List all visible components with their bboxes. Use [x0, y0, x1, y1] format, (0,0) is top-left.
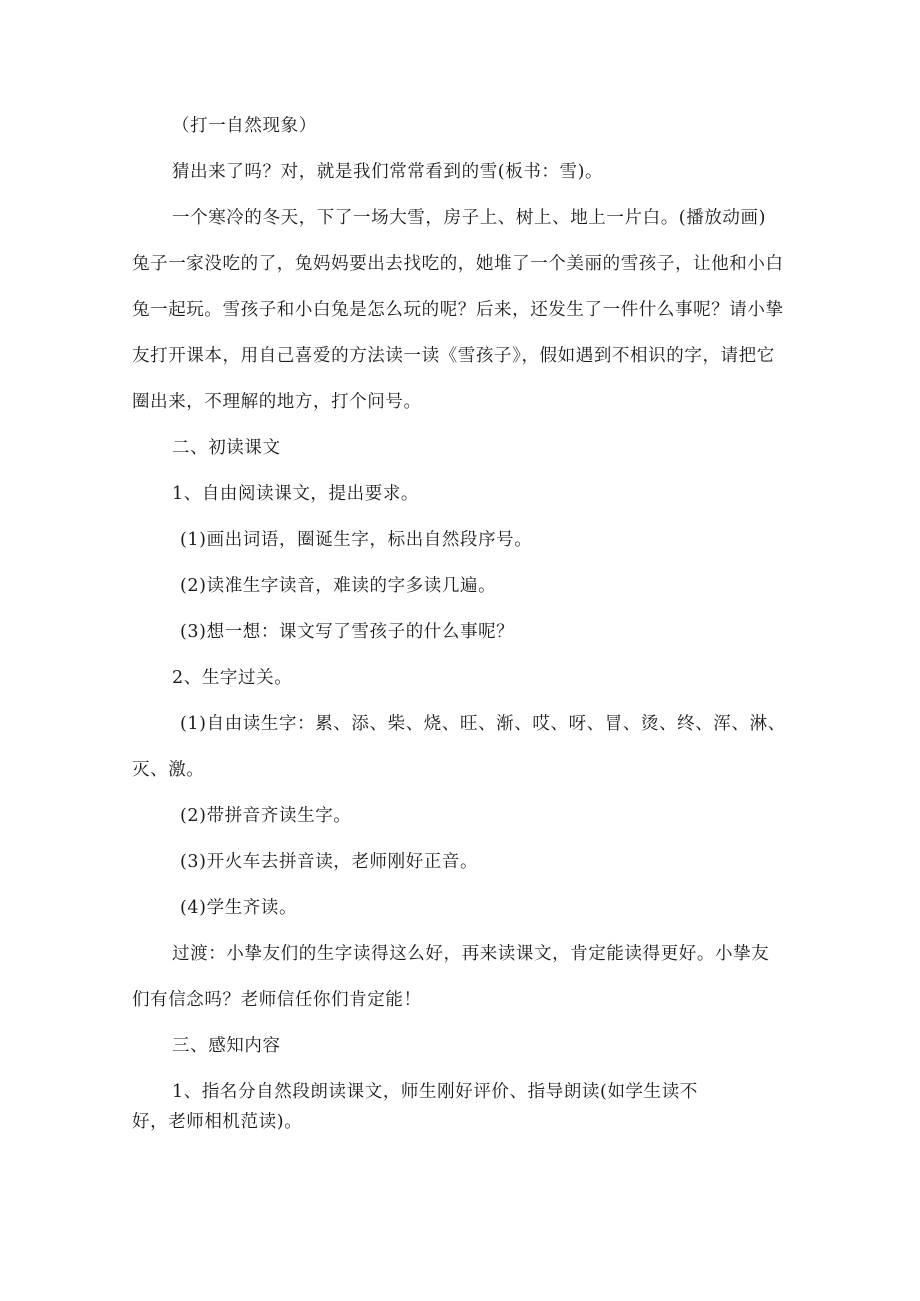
section-2-item-1-sub-1: (1)画出词语，圈诞生字，标出自然段序号。 [180, 530, 533, 550]
section-2-item-1: 1、自由阅读课文，提出要求。 [172, 484, 420, 504]
section-2-item-2: 2、生字过关。 [172, 668, 293, 688]
section-3-item-1-line-1: 1、指名分自然段朗读课文，师生刚好评价、指导朗读(如学生读不 [172, 1082, 698, 1102]
section-2-item-2-sub-3: (3)开火车去拼音读，老师刚好正音。 [180, 852, 479, 872]
transition-line-2: 们有信念吗？老师信任你们肯定能！ [132, 990, 422, 1010]
section-2-item-1-sub-3: (3)想一想：课文写了雪孩子的什么事呢？ [180, 622, 515, 642]
paragraph-story-line-2: 兔子一家没吃的了，兔妈妈要出去找吃的，她堆了一个美丽的雪孩子，让他和小白 [132, 254, 784, 274]
section-2-item-2-sub-1-line-1: (1)自由读生字：累、添、柴、烧、旺、渐、哎、呀、冒、烫、终、浑、淋、 [180, 714, 786, 734]
paragraph-story-line-1: 一个寒冷的冬天，下了一场大雪，房子上、树上、地上一片白。(播放动画) [172, 208, 767, 228]
section-2-heading: 二、初读课文 [172, 438, 281, 458]
section-3-item-1-line-2: 好，老师相机范读)。 [132, 1112, 303, 1132]
riddle-answer-hint: （打一自然现象） [172, 116, 317, 136]
paragraph-story-line-5: 圈出来，不理解的地方，打个问号。 [132, 392, 422, 412]
transition-line-1: 过渡：小挚友们的生字读得这么好，再来读课文，肯定能读得更好。小挚友 [172, 944, 770, 964]
section-2-item-2-sub-4: (4)学生齐读。 [180, 898, 298, 918]
section-2-item-1-sub-2: (2)读准生字读音，难读的字多读几遍。 [180, 576, 497, 596]
section-2-item-2-sub-2: (2)带拼音齐读生字。 [180, 806, 352, 826]
section-3-heading: 三、感知内容 [172, 1036, 281, 1056]
paragraph-story-line-4: 友打开课本，用自己喜爱的方法读一读《雪孩子》，假如遇到不相识的字，请把它 [132, 346, 775, 366]
section-2-item-2-sub-1-line-2: 灭、激。 [132, 760, 205, 780]
paragraph-guess: 猜出来了吗？对，就是我们常常看到的雪(板书：雪)。 [172, 162, 604, 182]
paragraph-story-line-3: 兔一起玩。雪孩子和小白兔是怎么玩的呢？后来，还发生了一件什么事呢？请小挚 [132, 300, 784, 320]
